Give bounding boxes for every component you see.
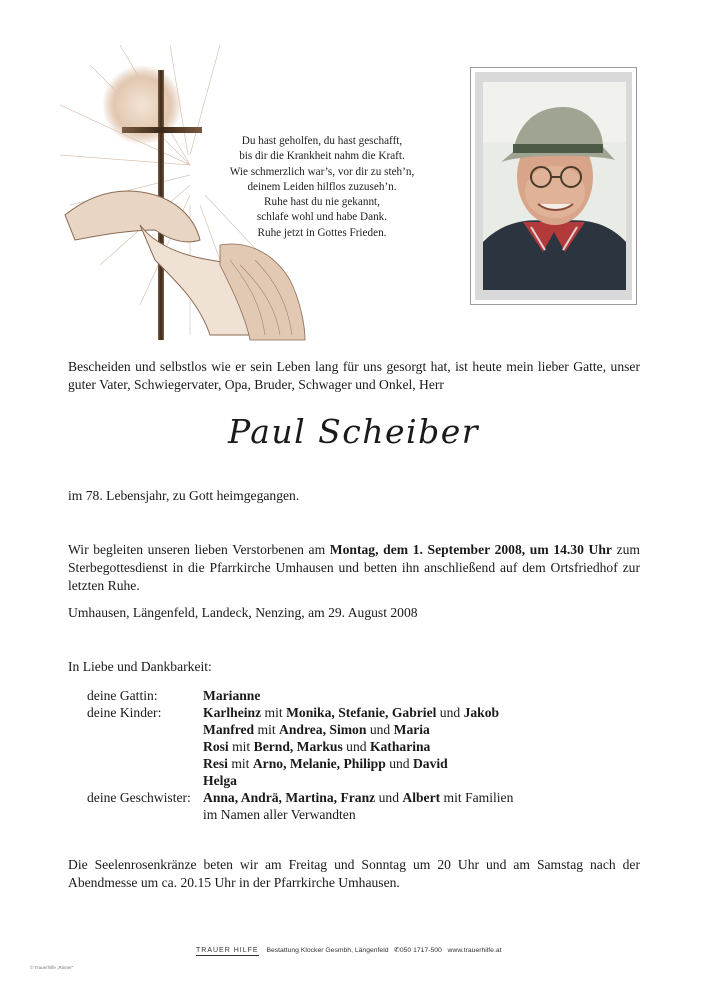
relative-name: David [412,756,448,771]
intro-text: Bescheiden und selbstlos wie er sein Leben lang für uns gesorgt hat, ist heute mein lieber Gatte, unser guter Vater, Schwiegervater, Opa, Bruder, Schwager und Onkel, Herr [68,359,640,392]
relative-name: Monika, Stefanie, Gabriel [286,705,437,720]
poem-line: Du hast geholfen, du hast geschafft, [241,135,403,147]
siblings-line [203,790,513,806]
relative-name: Helga [203,773,237,788]
poem-line: bis dir die Krankheit nahm die Kraft. [239,150,405,163]
portrait-photo [483,82,626,290]
connector-text: und [366,722,394,737]
relative-name: Bernd, Markus [253,739,343,754]
poem-line: schlafe wohl und habe Dank. [256,211,388,224]
connector-text: mit [227,756,253,771]
phone-icon: ✆ [394,947,400,954]
relative-name: Albert [402,790,441,805]
connector-text: mit [261,705,287,720]
relative-name: Karlheinz [203,705,262,720]
relative-name: Rosi [203,739,229,754]
place-date: Umhausen, Längenfeld, Landeck, Nenzing, am 29. August 2008 [68,605,418,620]
relative-name: Resi [203,756,228,771]
trauerhilfe-logo: TRAUER HILFE [196,947,259,954]
poem-line: Ruhe hast du nie gekannt, [264,196,380,209]
relative-name: Jakob [463,705,500,720]
spouse-name-text: Marianne [203,688,261,703]
connector-text: und [385,756,413,771]
connector-text: und [436,705,464,720]
portrait-frame [470,67,637,305]
relative-name: Maria [393,722,430,737]
footer-company: Bestattung Klocker Gesmbh, Längenfeld [266,947,389,954]
poem [222,134,422,241]
children-line [203,773,237,789]
funeral-date: Montag, dem 1. September 2008, um 14.30 Uhr [329,542,612,557]
thanks-heading: In Liebe und Dankbarkeit: [68,659,212,674]
connector-text: mit [228,739,254,754]
children-line [203,705,499,721]
funeral-text-after: zum Sterbegottesdienst in die Pfarrkirche Umhausen und betten ihn anschließend auf dem Ortsfriedhof zur letzten Ruhe. [68,542,640,593]
footer [196,946,502,956]
footer-phone: 050 1717-500 [399,947,442,954]
other-relatives: im Namen aller Verwandten [203,807,356,822]
funeral-text [68,541,640,595]
deceased-name: Paul Scheiber [227,412,480,451]
siblings-label: deine Geschwister: [87,790,191,805]
rosary-text: Die Seelenrosenkränze beten wir am Freitag und Sonntag um 20 Uhr und am Samstag nach der Abendmesse um ca. 20.15 Uhr in der Pfarrkirche Umhausen. [68,857,640,890]
poem-line: Ruhe jetzt in Gottes Frieden. [257,226,387,239]
relative-name: Anna, Andrä, Martina, Franz [203,790,376,805]
relative-name: Andrea, Simon [279,722,367,737]
connector-text: mit Familien [440,790,514,805]
connector-text: und [342,739,370,754]
children-line [203,722,430,738]
poem-line: Wie schmerzlich war’s, vor dir zu steh’n, [229,165,415,178]
spouse-label: deine Gattin: [87,688,158,703]
relative-name: Arno, Melanie, Philipp [252,756,386,771]
poem-line: deinem Leiden hilflos zuzuseh’n. [247,180,397,193]
relative-name: Manfred [203,722,255,737]
funeral-text-before: Wir begleiten unseren lieben Verstorbenen am [68,542,330,557]
connector-text: und [375,790,403,805]
children-label: deine Kinder: [87,705,162,720]
age-text: im 78. Lebensjahr, zu Gott heimgegangen. [68,488,300,503]
copyright: © Trauerhilfe „Rinner“ [30,965,74,970]
children-line [203,756,448,772]
spouse-name [203,688,260,704]
footer-website[interactable]: www.trauerhilfe.at [447,947,502,954]
children-line [203,739,430,755]
relative-name: Katharina [369,739,431,754]
connector-text: mit [254,722,280,737]
